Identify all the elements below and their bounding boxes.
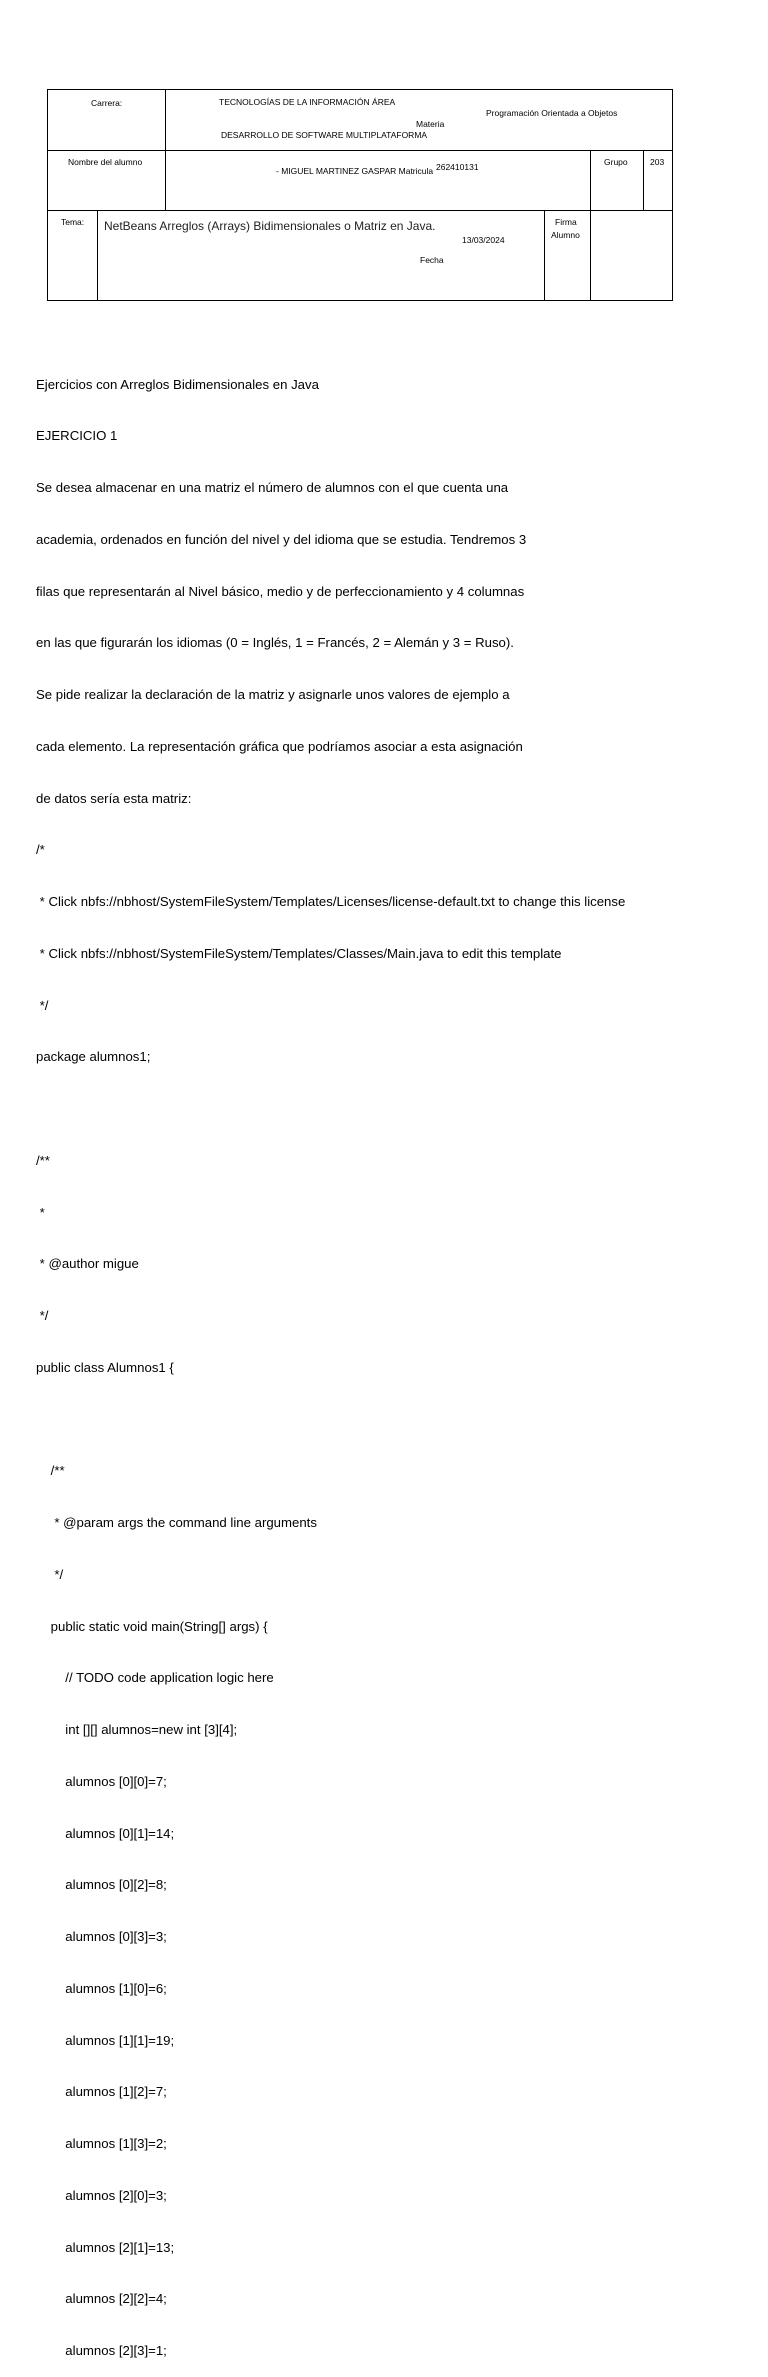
firma-label: Firma — [555, 217, 577, 227]
text-line: academia, ordenados en función del nivel y del idioma que se estudia. Tendremos 3 — [36, 531, 527, 547]
code-line: alumnos [0][0]=7; — [36, 1773, 167, 1789]
code-line: public class Alumnos1 { — [36, 1359, 174, 1375]
code-line: alumnos [0][3]=3; — [36, 1929, 167, 1944]
document-body — [36, 341, 756, 2377]
carrera-label: Carrera: — [91, 98, 123, 108]
date-value: 13/03/2024 — [462, 235, 505, 245]
alumno-label: Nombre del alumno — [68, 157, 143, 167]
code-line: */ — [36, 1308, 49, 1323]
code-line: */ — [36, 997, 49, 1013]
code-line: alumnos [1][2]=7; — [36, 2084, 167, 2100]
header-table — [47, 89, 673, 301]
text-line: Se pide realizar la declaración de la matriz y asignarle unos valores de ejemplo a — [36, 687, 510, 702]
code-line — [36, 1100, 756, 1117]
tema-value: NetBeans Arreglos (Arrays) Bidimensionales o Matriz en Java. — [104, 219, 436, 233]
tema-label: Tema: — [61, 217, 85, 227]
alumno-firma-label: Alumno — [551, 230, 580, 240]
code-line: /* — [36, 842, 45, 858]
code-line: // TODO code application logic here — [36, 1670, 274, 1686]
code-line: package alumnos1; — [36, 1049, 151, 1065]
code-line: * Click nbfs://nbhost/SystemFileSystem/Templates/Classes/Main.java to edit this template — [36, 945, 562, 961]
code-line: alumnos [2][0]=3; — [36, 2187, 167, 2203]
code-line: alumnos [2][3]=1; — [36, 2343, 167, 2358]
code-line: alumnos [1][3]=2; — [36, 2136, 167, 2151]
code-line: alumnos [0][2]=8; — [36, 1877, 167, 1893]
col-divider — [544, 210, 545, 301]
matricula-value: 262410131 — [436, 162, 479, 172]
text-line: filas que representarán al Nivel básico, medio y de perfeccionamiento y 4 columnas — [36, 583, 525, 599]
program-text: DESARROLLO DE SOFTWARE MULTIPLATAFORMA — [221, 130, 428, 140]
grupo-value: 203 — [650, 157, 665, 167]
code-line: int [][] alumnos=new int [3][4]; — [36, 1722, 238, 1737]
code-line: alumnos [0][1]=14; — [36, 1825, 175, 1841]
code-line: alumnos [2][1]=13; — [36, 2239, 175, 2255]
alumno-value: - MIGUEL MARTINEZ GASPAR Matricula — [276, 166, 434, 176]
materia-value: Programación Orientada a Objetos — [486, 108, 618, 118]
code-line: * @author migue — [36, 1256, 139, 1272]
text-line: Se desea almacenar en una matriz el número de alumnos con el que cuenta una — [36, 480, 509, 495]
col-divider — [590, 150, 591, 301]
fecha-label: Fecha — [420, 255, 444, 265]
code-line: */ — [36, 1566, 64, 1582]
row-divider — [48, 150, 672, 151]
text-line: en las que figurarán los idiomas (0 = Inglés, 1 = Francés, 2 = Alemán y 3 = Ruso). — [36, 635, 514, 651]
col-divider — [97, 210, 98, 301]
heading-line: Ejercicios con Arreglos Bidimensionales en Java — [36, 376, 319, 392]
code-line: alumnos [1][0]=6; — [36, 1980, 167, 1996]
code-line: * @param args the command line arguments — [36, 1515, 317, 1530]
row-divider — [48, 210, 672, 211]
area-text: TECNOLOGÍAS DE LA INFORMACIÓN ÁREA — [219, 97, 396, 107]
grupo-label: Grupo — [604, 157, 628, 167]
code-line: alumnos [1][1]=19; — [36, 2032, 175, 2048]
code-line — [36, 1411, 756, 1428]
code-line: alumnos [2][2]=4; — [36, 2291, 167, 2307]
code-line: /** — [36, 1152, 50, 1168]
col-divider — [643, 150, 644, 210]
exercise-title: EJERCICIO 1 — [36, 428, 118, 444]
text-line: de datos sería esta matriz: — [36, 790, 192, 806]
code-line: public static void main(String[] args) { — [36, 1618, 268, 1634]
code-line: * Click nbfs://nbhost/SystemFileSystem/Templates/Licenses/license-default.txt to change this license — [36, 894, 626, 909]
code-line: /** — [36, 1463, 65, 1479]
code-line: * — [36, 1204, 45, 1220]
text-line: cada elemento. La representación gráfica que podríamos asociar a esta asignación — [36, 738, 523, 754]
materia-label: Materia — [416, 119, 445, 129]
